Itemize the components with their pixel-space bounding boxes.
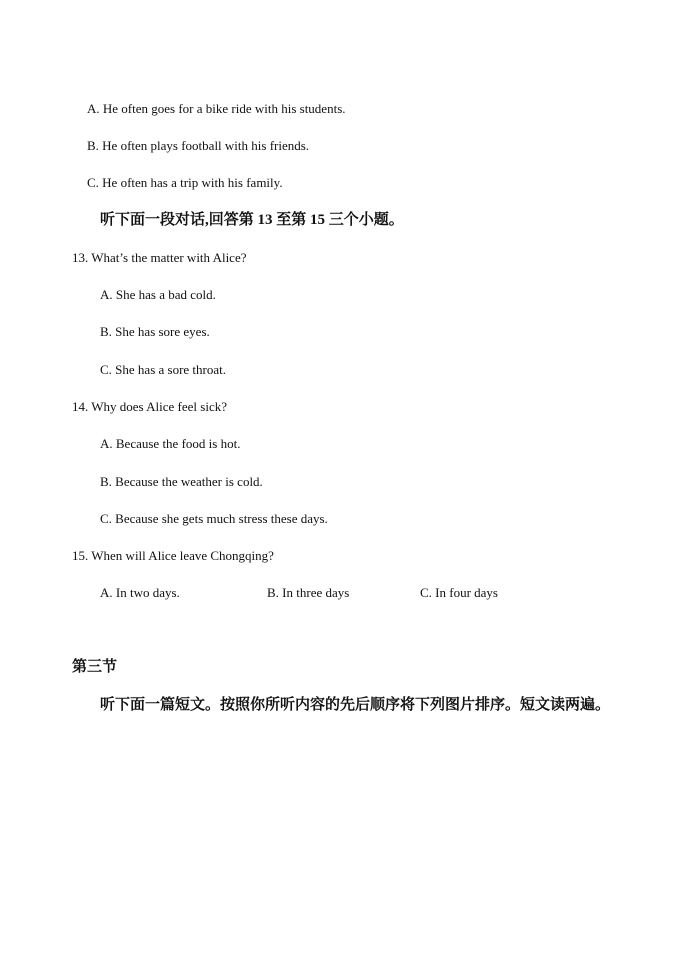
q12-option-b: B. He often plays football with his friends. xyxy=(87,138,310,153)
q15-option-c: C. In four days xyxy=(420,585,498,600)
q13-option-c: C. She has a sore throat. xyxy=(100,362,227,377)
q14-option-a: A. Because the food is hot. xyxy=(100,436,241,451)
section-3-title: 第三节 xyxy=(72,659,118,675)
q14-question: 14. Why does Alice feel sick? xyxy=(72,399,227,414)
q15-question: 15. When will Alice leave Chongqing? xyxy=(72,548,274,563)
q12-option-c: C. He often has a trip with his family. xyxy=(87,175,283,190)
q13-option-b: B. She has sore eyes. xyxy=(100,324,210,339)
q13-option-a: A. She has a bad cold. xyxy=(100,287,216,302)
q13-question: 13. What’s the matter with Alice? xyxy=(72,250,247,265)
q15-option-a: A. In two days. xyxy=(100,585,180,600)
q14-option-b: B. Because the weather is cold. xyxy=(100,474,263,489)
q12-option-a: A. He often goes for a bike ride with his students. xyxy=(87,101,346,116)
instruction-13-15: 听下面一段对话,回答第 13 至第 15 三个小题。 xyxy=(100,212,404,228)
section-3-instruction: 听下面一篇短文。按照你所听内容的先后顺序将下列图片排序。短文读两遍。 xyxy=(100,697,611,713)
q15-option-b: B. In three days xyxy=(267,585,350,600)
q14-option-c: C. Because she gets much stress these days. xyxy=(100,511,328,526)
